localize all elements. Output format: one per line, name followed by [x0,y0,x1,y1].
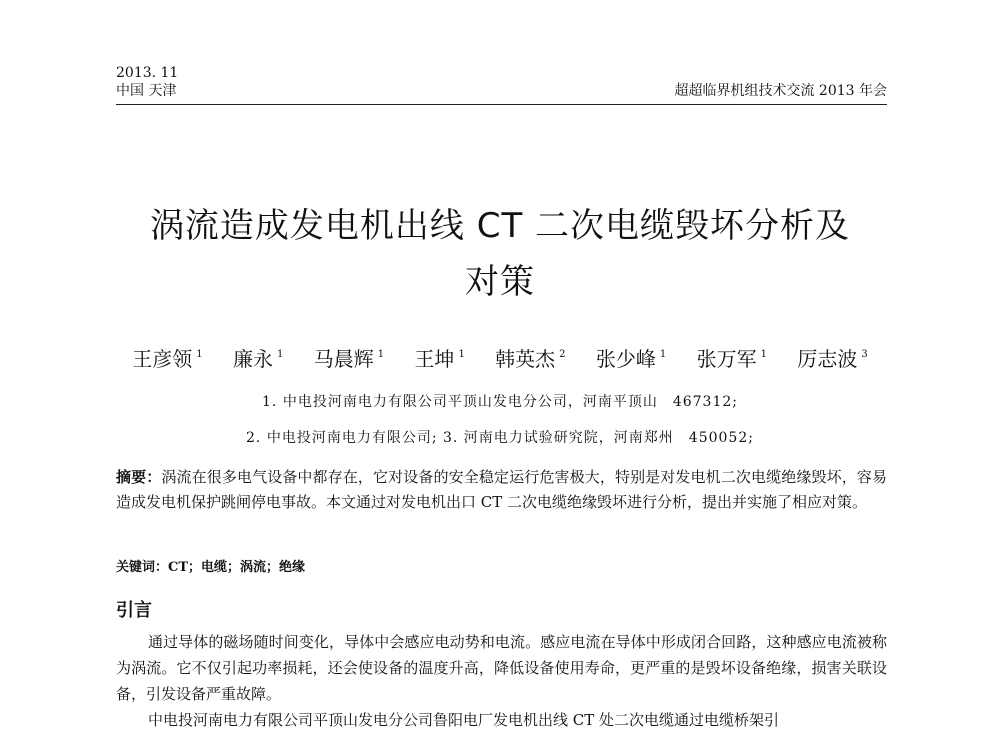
author-name: 王彦领 [132,347,193,371]
paper-title-line1: 涡流造成发电机出线 CT 二次电缆毁坏分析及 [149,206,851,246]
author-affiliation-mark: 1 [276,349,284,360]
author-name: 张少峰 [595,347,656,371]
author-name: 张万军 [696,347,757,371]
affiliation-line-1: 1. 中电投河南电力有限公司平顶山发电分公司，河南平顶山 467312; [262,394,738,410]
author-name: 厉志波 [797,347,858,371]
author-name: 马晨辉 [313,347,374,371]
abstract-text: 涡流在很多电气设备中都存在，它对设备的安全稳定运行危害极大，特别是对发电机二次电缆绝缘毁坏，容易造成发电机保护跳闸停电事故。本文通过对发电机出口 CT 二次电缆绝缘毁坏进行分析，提出并实施了相应对策。 [116,468,887,511]
header-date: 2013. 11 [116,65,179,81]
author-affiliation-mark: 1 [377,349,385,360]
abstract-label: 摘要： [116,468,162,486]
affiliation-line-2: 2. 中电投河南电力有限公司; 3. 河南电力试验研究院，河南郑州 450052; [246,430,754,446]
author-affiliation-mark: 2 [559,349,566,360]
paper-title-line2: 对策 [465,262,535,302]
abstract [116,465,887,515]
header-left [116,64,178,100]
keywords-label: 关键词： [116,560,169,575]
author-affiliation-mark: 1 [659,349,667,360]
keywords-text: CT；电缆；涡流；绝缘 [168,560,306,575]
section-heading-introduction: 引言 [116,600,152,621]
author-name: 王坤 [414,347,455,371]
author [596,347,666,371]
header-conference: 超超临界机组技术交流 2013 年会 [674,83,887,99]
author-affiliation-mark: 1 [196,349,203,360]
author [414,347,464,371]
author [132,347,202,371]
author [233,347,283,371]
header-location: 中国 天津 [116,83,177,99]
author-list [100,340,900,374]
body-paragraph: 通过导体的磁场随时间变化，导体中会感应电动势和电流。感应电流在导体中形成闭合回路，这种感应电流被称为涡流。它不仅引起功率损耗，还会使设备的温度升高，降低设备使用寿命，更严重的是毁坏设备绝缘，损害关联设备，引发设备严重故障。 [116,633,887,703]
paper-title [100,198,900,310]
author-affiliation-mark: 1 [458,349,465,360]
author-affiliation-mark: 1 [760,349,768,360]
author [797,347,867,371]
author [495,347,565,371]
body-paragraph: 中电投河南电力有限公司平顶山发电分公司鲁阳电厂发电机出线 CT 处二次电缆通过电缆桥架引 [148,711,780,729]
author [314,347,384,371]
header-divider [116,104,887,105]
author-name: 廉永 [232,347,273,371]
author-affiliation-mark: 3 [861,349,868,360]
author [697,347,767,371]
author-name: 韩英杰 [495,347,556,371]
keywords [116,559,887,577]
